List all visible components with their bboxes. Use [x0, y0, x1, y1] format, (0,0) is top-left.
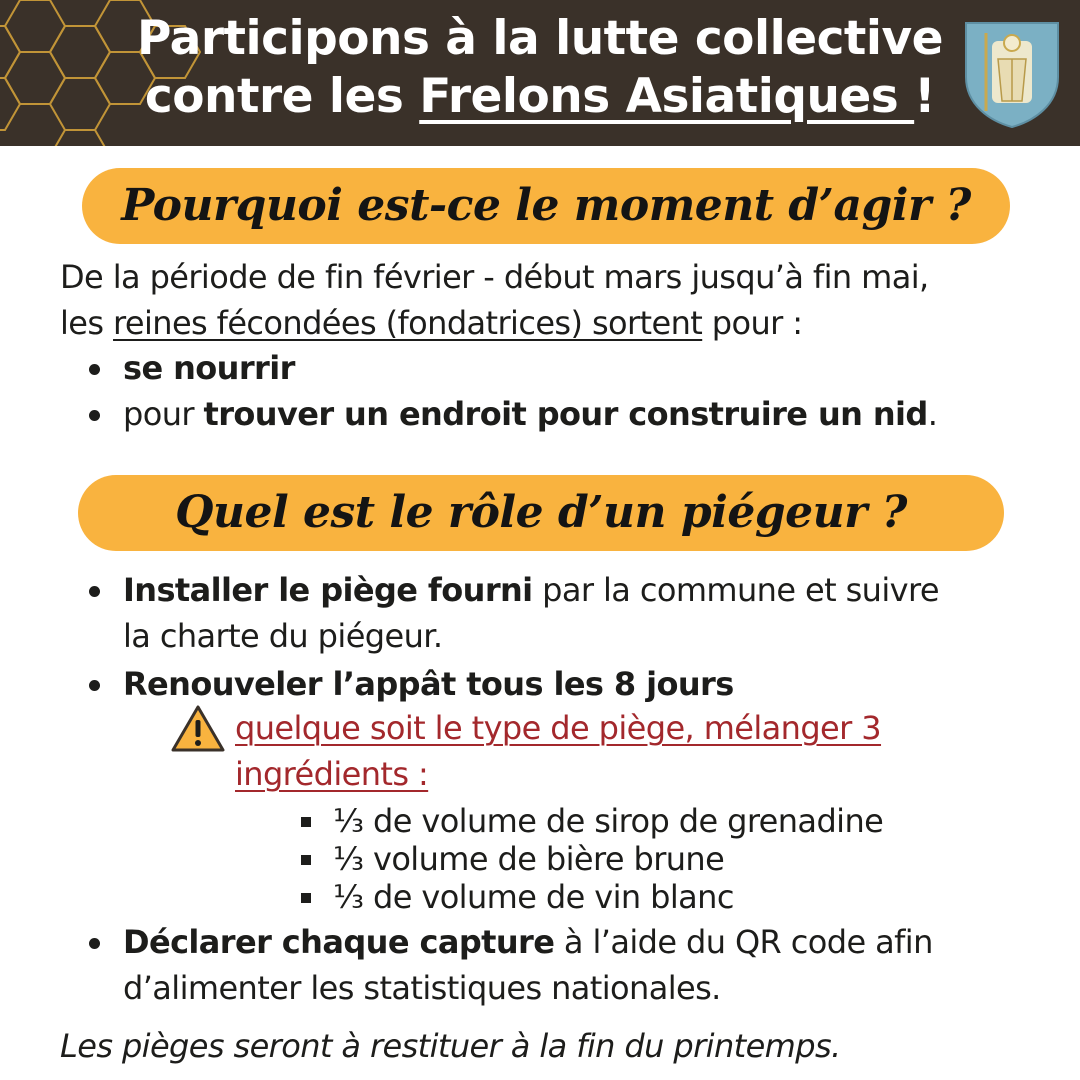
intro-suffix: pour :: [702, 304, 803, 342]
ingredient-square: [301, 855, 311, 865]
header-banner: [0, 0, 1080, 146]
ingredient-3: ⅓ de volume de vin blanc: [333, 878, 734, 916]
title-line-1: Participons à la lutte collective: [136, 11, 944, 66]
bullet-declare-bold: Déclarer chaque capture: [123, 923, 555, 961]
title-underlined: Frelons Asiatiques: [419, 69, 915, 124]
ingredient-square: [301, 893, 311, 903]
title-line-2-suffix: !: [914, 69, 936, 124]
section1-intro-line2: [60, 299, 802, 347]
section1-bullet-1: [123, 344, 295, 392]
ingredient-2: ⅓ volume de bière brune: [333, 840, 725, 878]
section2-bullet-1-line1: [123, 566, 939, 614]
intro-prefix: les: [60, 304, 114, 342]
bullet-install-rest: par la commune et suivre: [532, 571, 939, 609]
section2-bullet-1-line2: la charte du piégeur.: [123, 617, 443, 655]
bullet-1-bold: se nourrir: [123, 349, 295, 387]
ingredient-square: [301, 817, 311, 827]
bullet-dot: [89, 410, 100, 421]
warning-icon: [170, 704, 226, 754]
bullet-dot: [89, 680, 100, 691]
coat-of-arms-icon: [962, 19, 1062, 129]
bullet-2-bold: trouver un endroit pour construire un nid: [203, 395, 928, 433]
section2-heading: Quel est le rôle d’un piégeur ?: [78, 475, 1004, 551]
bullet-2-suffix: .: [927, 395, 938, 433]
ingredient-1: ⅓ de volume de sirop de grenadine: [333, 802, 884, 840]
bullet-dot: [89, 364, 100, 375]
title-line-2: [100, 68, 980, 126]
section1-heading: Pourquoi est-ce le moment d’agir ?: [82, 168, 1010, 244]
bullet-dot: [89, 586, 100, 597]
warning-line1: quelque soit le type de piège, mélanger 3: [235, 709, 882, 747]
bullet-renew-bold: Renouveler l’appât tous les 8 jours: [123, 665, 734, 703]
section1-intro-line1: De la période de fin février - début mars jusqu’à fin mai,: [60, 258, 929, 296]
intro-underlined: reines fécondées (fondatrices) sortent: [113, 304, 703, 342]
section2-bullet-3-line1: [123, 918, 933, 966]
footer-note: Les pièges seront à restituer à la fin du printemps.: [60, 1027, 841, 1065]
warning-line2: ingrédients :: [235, 755, 429, 793]
bullet-install-bold: Installer le piège fourni: [123, 571, 533, 609]
section2-bullet-2: [123, 660, 734, 708]
title-line-2-prefix: contre les: [144, 69, 420, 124]
page-title: [100, 10, 980, 126]
bullet-declare-rest: à l’aide du QR code afin: [554, 923, 933, 961]
bullet-dot: [89, 938, 100, 949]
bullet-2-prefix: pour: [123, 395, 204, 433]
section1-bullet-2: [123, 390, 937, 438]
section2-bullet-3-line2: d’alimenter les statistiques nationales.: [123, 969, 721, 1007]
